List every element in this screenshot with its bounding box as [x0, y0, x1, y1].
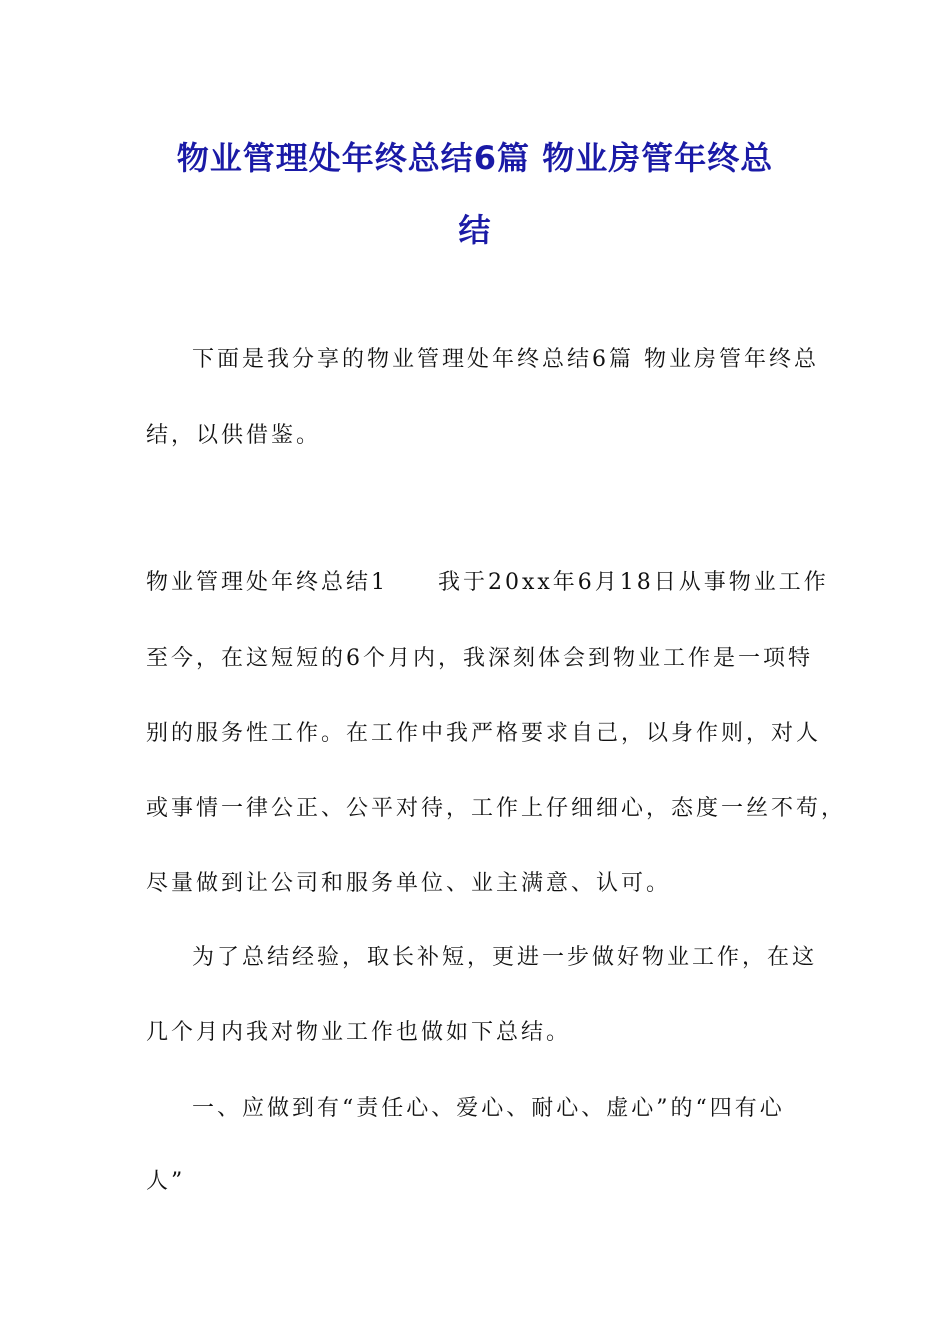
- section-1-line-3: 别的服务性工作。在工作中我严格要求自己，以身作则，对人: [146, 721, 822, 746]
- document-title-line-2: 结: [458, 211, 492, 249]
- heading-1-line-1: 一、应做到有“责任心、爱心、耐心、虚心”的“四有心: [192, 1096, 785, 1121]
- section-1-line-4: 或事情一律公正、公平对待，工作上仔细细心，态度一丝不苟，: [146, 796, 847, 821]
- paragraph-2-line-2: 几个月内我对物业工作也做如下总结。: [146, 1020, 572, 1045]
- heading-1-line-2: 人”: [146, 1169, 186, 1194]
- intro-line-1: 下面是我分享的物业管理处年终总结6篇 物业房管年终总: [192, 347, 819, 372]
- paragraph-2-line-1: 为了总结经验，取长补短，更进一步做好物业工作，在这: [192, 945, 818, 970]
- document-title-line-1: 物业管理处年终总结6篇 物业房管年终总: [176, 139, 774, 177]
- intro-line-2: 结，以供借鉴。: [146, 423, 322, 448]
- section-1-line-1: 物业管理处年终总结1 我于20xx年6月18日从事物业工作: [146, 570, 829, 595]
- section-1-line-2: 至今，在这短短的6个月内，我深刻体会到物业工作是一项特: [146, 646, 813, 671]
- section-1-line-5: 尽量做到让公司和服务单位、业主满意、认可。: [146, 871, 672, 896]
